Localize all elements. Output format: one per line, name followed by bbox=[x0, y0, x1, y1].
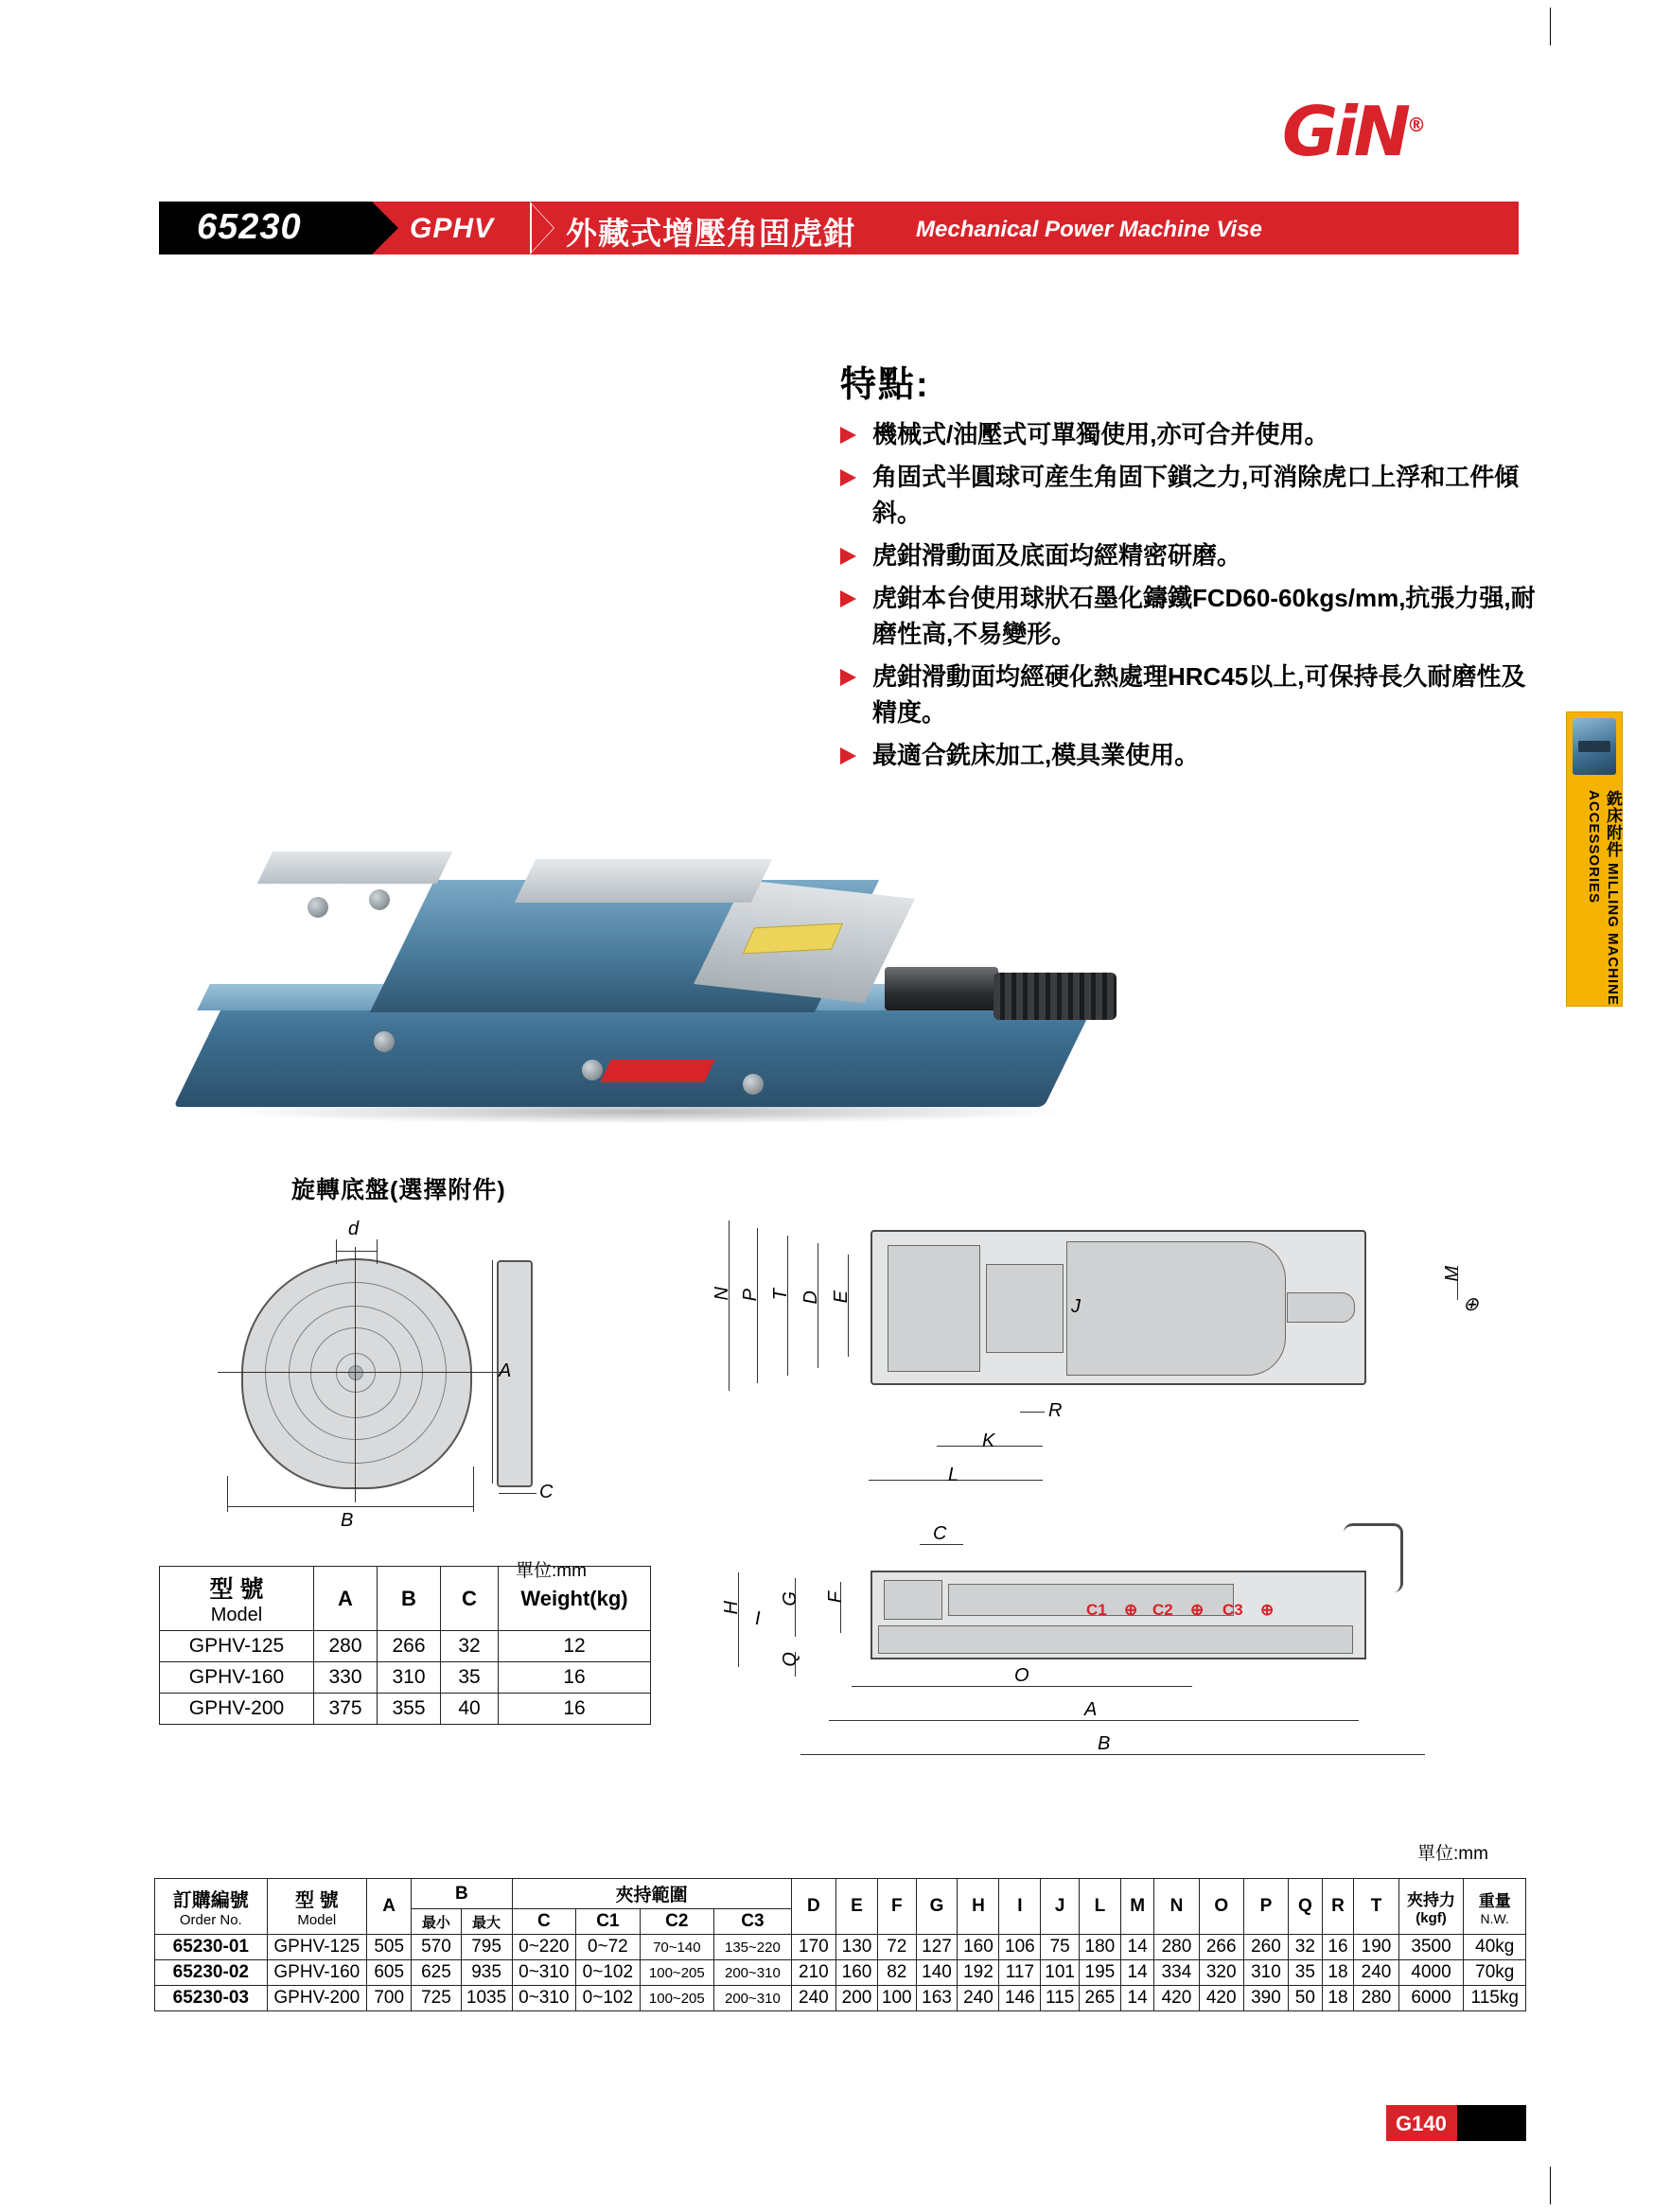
th-q: Q bbox=[1289, 1879, 1322, 1935]
th-model-cn: 型 號 bbox=[209, 1576, 264, 1603]
table2-unit-note: 單位:mm bbox=[1417, 1844, 1488, 1864]
feature-item bbox=[840, 537, 1540, 573]
th-weight: Weight(kg) bbox=[499, 1567, 651, 1631]
page-title-bar bbox=[159, 202, 1519, 255]
crop-mark-top bbox=[1550, 8, 1551, 45]
cell-c1: 0~72 bbox=[576, 1935, 641, 1960]
cell-a: 375 bbox=[314, 1694, 378, 1725]
cell-model: GPHV-200 bbox=[267, 1986, 366, 2011]
cell-n: 280 bbox=[1154, 1935, 1199, 1960]
cell-order-no: 65230-02 bbox=[155, 1960, 268, 1986]
vise-jaw-plate bbox=[257, 851, 453, 884]
th-t: T bbox=[1354, 1879, 1398, 1935]
cell-c: 32 bbox=[441, 1631, 499, 1662]
th-model2-cn: 型 號 bbox=[295, 1890, 339, 1911]
cell-force: 6000 bbox=[1398, 1986, 1464, 2011]
th-weight-cn: 重量 bbox=[1478, 1891, 1511, 1910]
feature-text: 虎鉗滑動面均經硬化熱處理HRC45以上,可保持長久耐磨性及精度。 bbox=[872, 662, 1526, 727]
feature-text: 虎鉗本台使用球狀石墨化鑄鐵FCD60-60kgs/mm,抗張力强,耐磨性高,不易變形。 bbox=[872, 584, 1536, 648]
top-view-label-j: J bbox=[1071, 1296, 1081, 1317]
top-view-screw bbox=[1287, 1292, 1355, 1323]
cell-j: 115 bbox=[1041, 1986, 1080, 2011]
bolt-icon bbox=[582, 1060, 603, 1080]
cell-e: 130 bbox=[836, 1935, 878, 1960]
dim-label-p: P bbox=[740, 1289, 761, 1302]
triangle-bullet-icon bbox=[840, 427, 856, 444]
dim-label-q: Q bbox=[780, 1652, 800, 1667]
cell-a: 505 bbox=[367, 1935, 412, 1960]
th-order-cn: 訂購編號 bbox=[172, 1890, 249, 1911]
side-tab-labels bbox=[1567, 786, 1622, 1008]
dim-label-k: K bbox=[982, 1431, 995, 1451]
vise-slide-plate bbox=[515, 859, 772, 903]
th-b: B bbox=[378, 1567, 441, 1631]
feature-text: 角固式半圓球可産生角固下鎖之力,可消除虎口上浮和工件傾斜。 bbox=[872, 463, 1520, 527]
dim-label-h: H bbox=[721, 1601, 742, 1615]
dim-arrow-a bbox=[492, 1260, 493, 1483]
th-order-en: Order No. bbox=[179, 1912, 242, 1928]
th-force bbox=[1398, 1879, 1464, 1935]
cell-order-no: 65230-01 bbox=[155, 1935, 268, 1960]
vise-booster-shaft bbox=[885, 967, 998, 1010]
side-view-jaw bbox=[884, 1580, 942, 1620]
cell-c: 35 bbox=[441, 1662, 499, 1694]
cell-h: 192 bbox=[958, 1960, 999, 1986]
top-view-body bbox=[1066, 1241, 1286, 1376]
dim-label-c: C bbox=[539, 1482, 554, 1502]
cell-c2: 100~205 bbox=[640, 1960, 713, 1986]
dim-label-e: E bbox=[831, 1290, 852, 1304]
th-c3: C3 bbox=[714, 1909, 792, 1935]
cell-t: 280 bbox=[1354, 1986, 1398, 2011]
cell-b: 266 bbox=[378, 1631, 441, 1662]
cell-b-max: 795 bbox=[461, 1935, 512, 1960]
cell-model: GPHV-125 bbox=[160, 1631, 314, 1662]
c3-target-icon: ⊕ bbox=[1260, 1601, 1275, 1619]
product-title-cn: 外藏式增壓角固虎鉗 bbox=[566, 216, 855, 251]
top-view-jaw bbox=[888, 1245, 980, 1372]
dim-label-c3: C3 bbox=[1222, 1601, 1243, 1619]
dim-arrow-c bbox=[499, 1493, 536, 1494]
cell-model: GPHV-200 bbox=[160, 1694, 314, 1725]
th-b-group: B bbox=[412, 1879, 512, 1909]
cell-weight: 70kg bbox=[1464, 1960, 1526, 1986]
cell-o: 266 bbox=[1199, 1935, 1243, 1960]
bolt-icon bbox=[369, 889, 390, 910]
cell-d: 240 bbox=[791, 1986, 835, 2011]
cell-r: 18 bbox=[1322, 1960, 1354, 1986]
cell-f: 100 bbox=[877, 1986, 916, 2011]
table-row bbox=[160, 1631, 651, 1662]
dim-label-m: M bbox=[1442, 1266, 1463, 1282]
table-row bbox=[155, 1986, 1526, 2011]
cell-h: 160 bbox=[958, 1935, 999, 1960]
th-weight-2 bbox=[1464, 1879, 1526, 1935]
cell-m: 14 bbox=[1120, 1935, 1153, 1960]
dim-label-c2: C2 bbox=[1152, 1601, 1173, 1619]
cell-r: 16 bbox=[1322, 1935, 1354, 1960]
cell-weight: 40kg bbox=[1464, 1935, 1526, 1960]
features-heading: 特點: bbox=[840, 365, 930, 405]
cell-t: 240 bbox=[1354, 1960, 1398, 1986]
cell-c2: 70~140 bbox=[640, 1935, 713, 1960]
th-model bbox=[160, 1567, 314, 1631]
cell-b-max: 935 bbox=[461, 1960, 512, 1986]
th-j: J bbox=[1041, 1879, 1080, 1935]
th-model-2 bbox=[267, 1879, 366, 1935]
dim-line-n bbox=[729, 1220, 730, 1391]
table-row bbox=[155, 1935, 1526, 1960]
rotary-base-drawing bbox=[161, 1219, 634, 1533]
dim-label-d-top: D bbox=[800, 1290, 821, 1305]
th-model-en: Model bbox=[210, 1605, 263, 1625]
cell-force: 4000 bbox=[1398, 1960, 1464, 1986]
logo-word: GiN bbox=[1282, 92, 1408, 171]
dim-label-l: L bbox=[948, 1465, 959, 1485]
cell-c: 40 bbox=[441, 1694, 499, 1725]
cell-a: 605 bbox=[367, 1960, 412, 1986]
logo-text bbox=[1282, 91, 1566, 171]
feature-text: 機械式/油壓式可單獨使用,亦可合并使用。 bbox=[872, 420, 1329, 448]
th-f: F bbox=[877, 1879, 916, 1935]
cell-q: 32 bbox=[1289, 1935, 1322, 1960]
vise-side-view bbox=[870, 1571, 1366, 1659]
th-h: H bbox=[958, 1879, 999, 1935]
dim-label-r: R bbox=[1048, 1400, 1063, 1421]
cell-b-min: 625 bbox=[412, 1960, 461, 1986]
dim-label-c1: C1 bbox=[1086, 1601, 1107, 1619]
cell-m: 14 bbox=[1120, 1986, 1153, 2011]
side-tab-label-cn: 銑床附件 bbox=[1604, 790, 1622, 858]
top-view-slide bbox=[986, 1264, 1064, 1353]
table-row bbox=[155, 1960, 1526, 1986]
dim-label-g: G bbox=[780, 1591, 800, 1606]
triangle-bullet-icon bbox=[840, 548, 856, 565]
cell-force: 3500 bbox=[1398, 1935, 1464, 1960]
dim-line-g bbox=[795, 1578, 796, 1637]
cell-h: 240 bbox=[958, 1986, 999, 2011]
cell-n: 334 bbox=[1154, 1960, 1199, 1986]
cell-c3: 135~220 bbox=[714, 1935, 792, 1960]
vise-handle-grip bbox=[994, 973, 1117, 1020]
cell-model: GPHV-125 bbox=[267, 1935, 366, 1960]
cell-order-no: 65230-03 bbox=[155, 1986, 268, 2011]
crop-mark-bottom bbox=[1550, 2167, 1551, 2204]
dim-arrow-b bbox=[227, 1506, 473, 1507]
brand-logo bbox=[1282, 91, 1566, 171]
cell-o: 320 bbox=[1199, 1960, 1243, 1986]
th-order-no bbox=[155, 1879, 268, 1935]
th-c-2: C bbox=[512, 1909, 576, 1935]
th-m: M bbox=[1120, 1879, 1153, 1935]
cell-t: 190 bbox=[1354, 1935, 1398, 1960]
cell-n: 420 bbox=[1154, 1986, 1199, 2011]
cell-g: 163 bbox=[916, 1986, 958, 2011]
dim-label-a-side: A bbox=[1084, 1699, 1098, 1720]
cell-b-min: 725 bbox=[412, 1986, 461, 2011]
rotary-unit-note: 單位:mm bbox=[516, 1561, 587, 1581]
feature-text: 虎鉗滑動面及底面均經精密研磨。 bbox=[872, 541, 1242, 570]
section-side-tab bbox=[1566, 711, 1623, 1007]
diameter-symbol-icon: ⊕ bbox=[1463, 1294, 1479, 1315]
dim-line-d bbox=[336, 1239, 337, 1264]
cell-weight: 16 bbox=[499, 1662, 651, 1694]
side-tab-label-en: MILLING MACHINE ACCESSORIES bbox=[1586, 790, 1621, 1006]
cell-d: 170 bbox=[791, 1935, 835, 1960]
th-c1: C1 bbox=[576, 1909, 641, 1935]
th-l: L bbox=[1079, 1879, 1120, 1935]
vise-red-label bbox=[600, 1060, 715, 1082]
cell-l: 195 bbox=[1079, 1960, 1120, 1986]
th-c2: C2 bbox=[640, 1909, 713, 1935]
cell-a: 280 bbox=[314, 1631, 378, 1662]
cell-g: 127 bbox=[916, 1935, 958, 1960]
dim-label-t: T bbox=[770, 1289, 791, 1301]
cell-weight: 115kg bbox=[1464, 1986, 1526, 2011]
th-d: D bbox=[791, 1879, 835, 1935]
product-title-en: Mechanical Power Machine Vise bbox=[916, 217, 1262, 242]
rotary-base-caption: 旋轉底盤(選擇附件) bbox=[291, 1177, 506, 1203]
cell-f: 82 bbox=[877, 1960, 916, 1986]
cell-c1: 0~102 bbox=[576, 1960, 641, 1986]
chevron-right-inner-icon bbox=[532, 204, 554, 252]
th-a: A bbox=[314, 1567, 378, 1631]
cell-r: 18 bbox=[1322, 1986, 1354, 2011]
cell-c3: 200~310 bbox=[714, 1986, 792, 2011]
feature-item bbox=[840, 580, 1540, 652]
cell-b-min: 570 bbox=[412, 1935, 461, 1960]
rotary-base-center-hole bbox=[348, 1365, 363, 1380]
cell-model: GPHV-160 bbox=[267, 1960, 366, 1986]
cell-b: 310 bbox=[378, 1662, 441, 1694]
specification-table bbox=[154, 1878, 1526, 2011]
dim-label-i: I bbox=[755, 1608, 761, 1629]
dim-label-n: N bbox=[712, 1287, 732, 1301]
th-force-unit: (kgf) bbox=[1416, 1910, 1447, 1926]
table-row bbox=[160, 1662, 651, 1694]
cell-d: 210 bbox=[791, 1960, 835, 1986]
cell-i: 106 bbox=[999, 1935, 1041, 1960]
th-b-max: 最大 bbox=[461, 1909, 512, 1935]
table-header-row bbox=[160, 1567, 651, 1631]
features-list bbox=[840, 416, 1540, 780]
bolt-icon bbox=[374, 1031, 395, 1052]
logo-registered-icon: ® bbox=[1407, 114, 1423, 136]
vise-thumbnail-icon bbox=[1573, 718, 1616, 775]
dim-line-p bbox=[757, 1228, 758, 1383]
th-b-min: 最小 bbox=[412, 1909, 461, 1935]
cell-weight: 16 bbox=[499, 1694, 651, 1725]
cell-c1: 0~102 bbox=[576, 1986, 641, 2011]
dim-line-r bbox=[1020, 1412, 1045, 1413]
dim-line-h bbox=[738, 1572, 739, 1667]
table-row bbox=[160, 1694, 651, 1725]
side-view-handle bbox=[1344, 1523, 1403, 1592]
c2-target-icon: ⊕ bbox=[1190, 1601, 1205, 1619]
feature-item bbox=[840, 416, 1540, 452]
cell-c3: 200~310 bbox=[714, 1960, 792, 1986]
center-line-vertical bbox=[355, 1247, 356, 1502]
dim-line-b-side bbox=[800, 1754, 1425, 1755]
cell-c: 0~310 bbox=[512, 1986, 576, 2011]
rotary-base-table bbox=[159, 1566, 651, 1725]
dim-ext-b2 bbox=[473, 1466, 474, 1512]
cell-f: 72 bbox=[877, 1935, 916, 1960]
dim-arrow-d bbox=[336, 1251, 377, 1252]
cell-a: 700 bbox=[367, 1986, 412, 2011]
feature-item bbox=[840, 459, 1540, 531]
cell-model: GPHV-160 bbox=[160, 1662, 314, 1694]
product-code: 65230 bbox=[197, 207, 302, 247]
th-c: C bbox=[441, 1567, 499, 1631]
cell-j: 101 bbox=[1041, 1960, 1080, 1986]
dim-label-a: A bbox=[499, 1361, 512, 1381]
cell-weight: 12 bbox=[499, 1631, 651, 1662]
cell-q: 35 bbox=[1289, 1960, 1322, 1986]
cell-e: 160 bbox=[836, 1960, 878, 1986]
vise-yellow-label bbox=[743, 923, 843, 955]
cell-g: 140 bbox=[916, 1960, 958, 1986]
center-line-horizontal bbox=[218, 1372, 501, 1373]
dim-label-b-side: B bbox=[1098, 1733, 1111, 1754]
table-header-row-1 bbox=[155, 1879, 1526, 1909]
cell-q: 50 bbox=[1289, 1986, 1322, 2011]
th-n: N bbox=[1154, 1879, 1199, 1935]
page-number: G140 bbox=[1396, 2112, 1447, 2135]
th-model2-en: Model bbox=[297, 1912, 337, 1928]
cell-b-max: 1035 bbox=[461, 1986, 512, 2011]
th-force-cn: 夾持力 bbox=[1407, 1891, 1456, 1909]
triangle-bullet-icon bbox=[840, 469, 856, 486]
th-e: E bbox=[836, 1879, 878, 1935]
feature-item bbox=[840, 658, 1540, 730]
dim-line-f bbox=[840, 1582, 841, 1633]
dim-label-c-side: C bbox=[933, 1523, 947, 1544]
th-clamp-range: 夾持範圍 bbox=[512, 1879, 791, 1909]
th-r: R bbox=[1322, 1879, 1354, 1935]
dim-label-f: F bbox=[825, 1591, 846, 1604]
technical-drawings bbox=[700, 1211, 1523, 1845]
side-view-base bbox=[878, 1625, 1353, 1654]
cell-a: 330 bbox=[314, 1662, 378, 1694]
th-weight-en: N.W. bbox=[1480, 1910, 1509, 1926]
cell-l: 265 bbox=[1079, 1986, 1120, 2011]
cell-i: 146 bbox=[999, 1986, 1041, 2011]
dim-ext-b1 bbox=[227, 1476, 228, 1512]
feature-text: 最適合銑床加工,模具業使用。 bbox=[872, 741, 1200, 769]
cell-e: 200 bbox=[836, 1986, 878, 2011]
dim-line-e bbox=[848, 1255, 849, 1357]
dim-label-d: d bbox=[348, 1219, 360, 1239]
cell-p: 310 bbox=[1243, 1960, 1288, 1986]
th-p: P bbox=[1243, 1879, 1288, 1935]
triangle-bullet-icon bbox=[840, 590, 856, 607]
cell-j: 75 bbox=[1041, 1935, 1080, 1960]
th-o: O bbox=[1199, 1879, 1243, 1935]
dim-label-b: B bbox=[341, 1510, 354, 1531]
cell-p: 390 bbox=[1243, 1986, 1288, 2011]
cell-i: 117 bbox=[999, 1960, 1041, 1986]
cell-c: 0~220 bbox=[512, 1935, 576, 1960]
cell-l: 180 bbox=[1079, 1935, 1120, 1960]
dim-label-o: O bbox=[1014, 1665, 1029, 1686]
cell-p: 260 bbox=[1243, 1935, 1288, 1960]
cell-m: 14 bbox=[1120, 1960, 1153, 1986]
th-g: G bbox=[916, 1879, 958, 1935]
dim-line-t bbox=[787, 1236, 788, 1376]
product-photo bbox=[185, 747, 1187, 1145]
product-series: GPHV bbox=[410, 213, 495, 244]
vise-top-view bbox=[870, 1230, 1366, 1385]
dim-line-d2 bbox=[377, 1239, 378, 1264]
th-a-2: A bbox=[367, 1879, 412, 1935]
th-i: I bbox=[999, 1879, 1041, 1935]
cell-c2: 100~205 bbox=[640, 1986, 713, 2011]
cell-o: 420 bbox=[1199, 1986, 1243, 2011]
bolt-icon bbox=[743, 1074, 764, 1095]
c1-target-icon: ⊕ bbox=[1124, 1601, 1138, 1619]
triangle-bullet-icon bbox=[840, 669, 856, 686]
bolt-icon bbox=[308, 897, 328, 918]
cell-b: 355 bbox=[378, 1694, 441, 1725]
cell-c: 0~310 bbox=[512, 1960, 576, 1986]
